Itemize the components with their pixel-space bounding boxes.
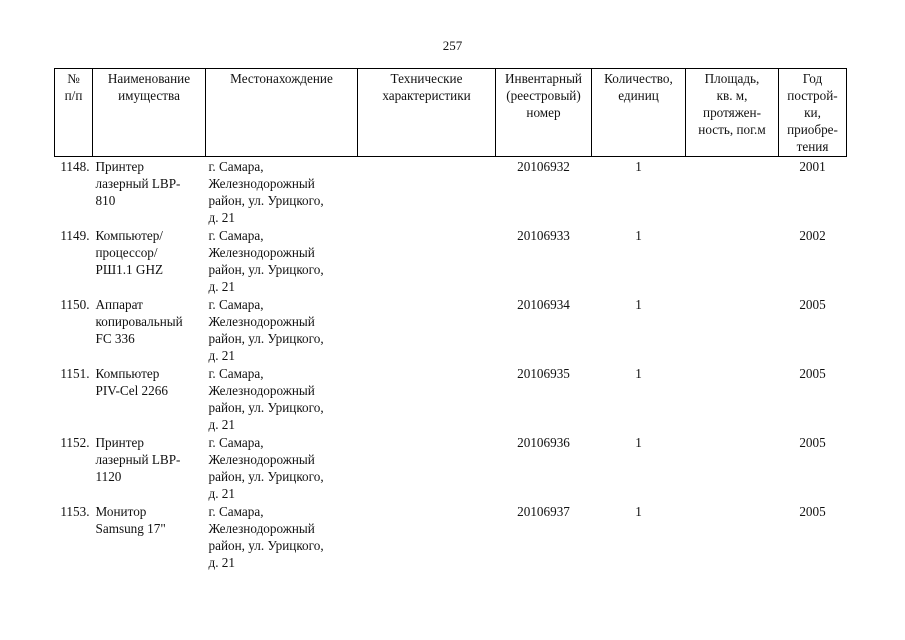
technical-specs: [358, 226, 496, 295]
area: [686, 433, 779, 502]
technical-specs: [358, 364, 496, 433]
row-number: 1151.: [60, 366, 90, 381]
property-name: Принтер лазерный LBP- 1120: [95, 435, 181, 484]
table-row: [55, 433, 847, 502]
property-name: Компьютер PIV-Cel 2266: [95, 366, 168, 398]
table-row: [55, 226, 847, 295]
quantity: 1: [635, 504, 642, 519]
quantity: 1: [635, 366, 642, 381]
table-row: [55, 157, 847, 227]
area: [686, 502, 779, 571]
column-header-technical-specs: Технические характеристики: [358, 69, 496, 157]
area: [686, 157, 779, 227]
table-row: [55, 502, 847, 571]
area: [686, 295, 779, 364]
inventory-number: 20106933: [517, 228, 570, 243]
year: 2002: [799, 228, 826, 243]
technical-specs: [358, 295, 496, 364]
year: 2005: [799, 435, 826, 450]
row-number: 1150.: [60, 297, 90, 312]
property-location: г. Самара, Железнодорожный район, ул. Урицкого, д. 21: [208, 435, 324, 501]
technical-specs: [358, 433, 496, 502]
property-location: г. Самара, Железнодорожный район, ул. Урицкого, д. 21: [208, 159, 324, 225]
property-name: Аппарат копировальный FC 336: [95, 297, 183, 346]
column-header-area: Площадь, кв. м, протяжен- ность, пог.м: [686, 69, 779, 157]
quantity: 1: [635, 228, 642, 243]
inventory-number: 20106936: [517, 435, 570, 450]
quantity: 1: [635, 435, 642, 450]
technical-specs: [358, 157, 496, 227]
year: 2005: [799, 297, 826, 312]
year: 2005: [799, 366, 826, 381]
column-header-year: Год построй- ки, приобре- тения: [779, 69, 847, 157]
inventory-number: 20106935: [517, 366, 570, 381]
property-location: г. Самара, Железнодорожный район, ул. Урицкого, д. 21: [208, 504, 324, 570]
property-location: г. Самара, Железнодорожный район, ул. Урицкого, д. 21: [208, 228, 324, 294]
inventory-number: 20106934: [517, 297, 570, 312]
row-number: 1152.: [60, 435, 90, 450]
inventory-number: 20106932: [517, 159, 570, 174]
column-header-number: № п/п: [55, 69, 93, 157]
year: 2005: [799, 504, 826, 519]
property-name: Монитор Samsung 17": [95, 504, 166, 536]
property-name: Компьютер/ процессор/ РШ1.1 GHZ: [95, 228, 164, 277]
area: [686, 364, 779, 433]
column-header-quantity: Количество, единиц: [592, 69, 686, 157]
property-location: г. Самара, Железнодорожный район, ул. Урицкого, д. 21: [208, 366, 324, 432]
technical-specs: [358, 502, 496, 571]
table-row: [55, 295, 847, 364]
row-number: 1153.: [60, 504, 90, 519]
column-header-name: Наименование имущества: [93, 69, 206, 157]
column-header-location: Местонахождение: [206, 69, 358, 157]
row-number: 1148.: [60, 159, 90, 174]
page-number: 257: [442, 38, 463, 53]
quantity: 1: [635, 297, 642, 312]
area: [686, 226, 779, 295]
property-registry-table: [54, 68, 847, 571]
table-row: [55, 364, 847, 433]
year: 2001: [799, 159, 826, 174]
quantity: 1: [635, 159, 642, 174]
column-header-inventory-number: Инвентарный (реестровый) номер: [496, 69, 592, 157]
table-header-row: [55, 69, 847, 157]
inventory-number: 20106937: [517, 504, 570, 519]
row-number: 1149.: [60, 228, 90, 243]
property-name: Принтер лазерный LBP- 810: [95, 159, 181, 208]
property-location: г. Самара, Железнодорожный район, ул. Урицкого, д. 21: [208, 297, 324, 363]
